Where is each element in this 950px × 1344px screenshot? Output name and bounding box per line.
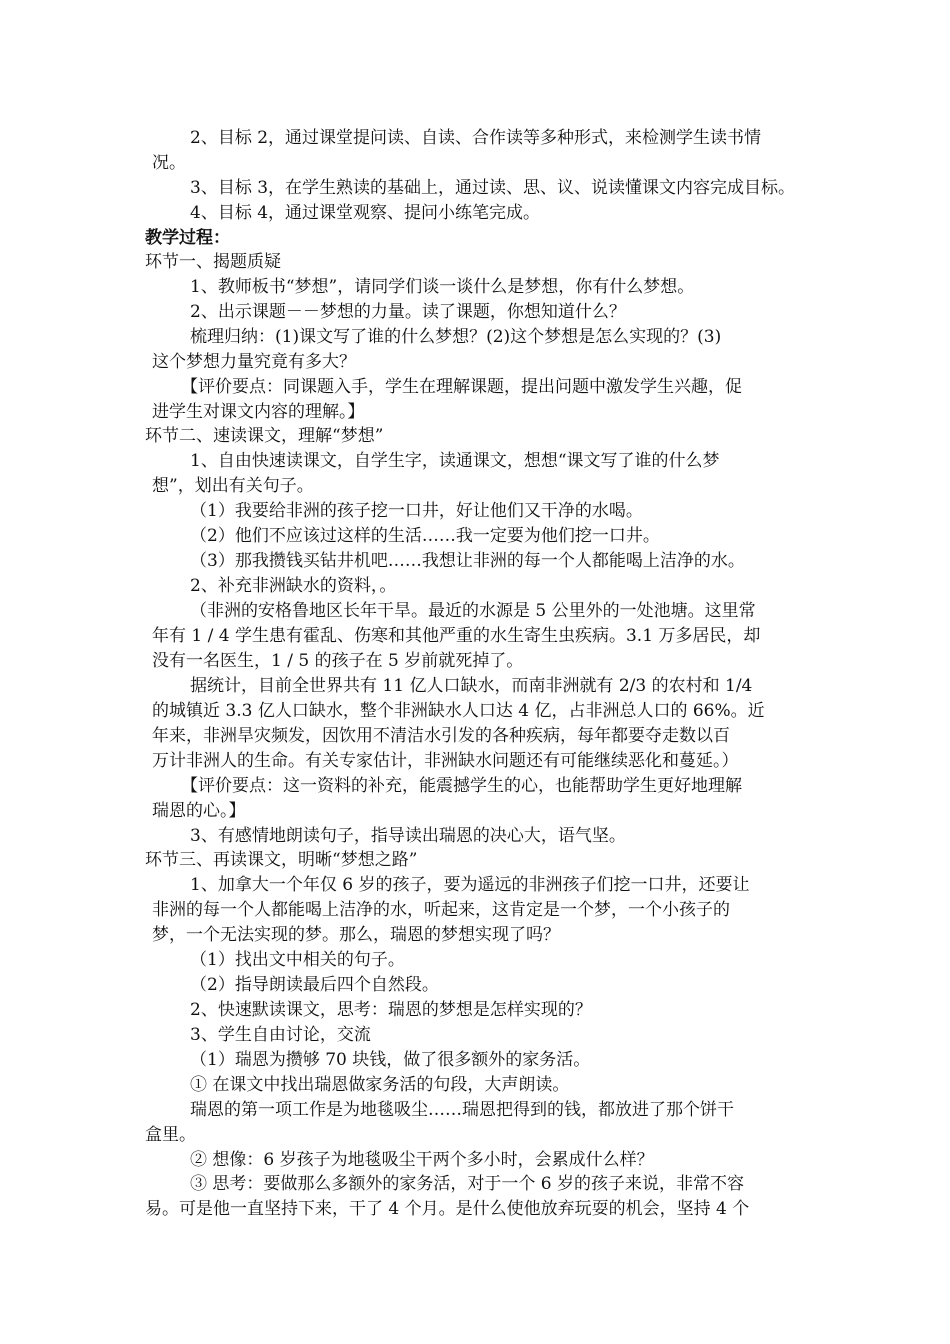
text-line: 1、自由快速读课文，自学生字，读通课文，想想“课文写了谁的什么梦 — [190, 451, 720, 471]
text-line: 瑞恩的心。】 — [152, 801, 246, 821]
text-line: （非洲的安格鲁地区长年干旱。最近的水源是 5 公里外的一处池塘。这里常 — [190, 601, 756, 621]
text-line: （2）他们不应该过这样的生活……我一定要为他们挖一口井。 — [190, 526, 660, 546]
text-line: ③ 思考：要做那么多额外的家务活，对于一个 6 岁的孩子来说，非常不容 — [190, 1174, 745, 1194]
text-line: 易。可是他一直坚持下来，干了 4 个月。是什么使他放弃玩耍的机会，坚持 4 个 — [145, 1199, 750, 1219]
text-line: 3、目标 3，在学生熟读的基础上，通过读、思、议、说读懂课文内容完成目标。 — [190, 178, 796, 198]
text-line: 盒里。 — [145, 1125, 196, 1145]
text-line: 1、加拿大一个年仅 6 岁的孩子，要为遥远的非洲孩子们挖一口井，还要让 — [190, 875, 750, 895]
text-line: 梦，一个无法实现的梦。那么，瑞恩的梦想实现了吗？ — [152, 925, 560, 945]
text-line: 进学生对课文内容的理解。】 — [152, 402, 365, 422]
text-line: （1）找出文中相关的句子。 — [190, 950, 405, 970]
text-line: 3、学生自由讨论，交流 — [190, 1025, 371, 1045]
text-line: 梳理归纳：(1)课文写了谁的什么梦想？(2)这个梦想是怎么实现的？(3) — [190, 327, 722, 347]
text-line: 据统计，目前全世界共有 11 亿人口缺水，而南非洲就有 2/3 的农村和 1/4 — [190, 676, 753, 696]
text-line: 的城镇近 3.3 亿人口缺水，整个非洲缺水人口达 4 亿，占非洲总人口的 66%。近 — [152, 701, 765, 721]
text-line: 2、出示课题－－梦想的力量。读了课题，你想知道什么？ — [190, 302, 626, 322]
text-line: （1）瑞恩为攒够 70 块钱，做了很多额外的家务活。 — [190, 1050, 591, 1070]
text-line: 3、有感情地朗读句子，指导读出瑞恩的决心大，语气坚。 — [190, 826, 626, 846]
text-line: 【评价要点：这一资料的补充，能震撼学生的心，也能帮助学生更好地理解 — [181, 776, 742, 796]
section-title: 环节二、速读课文，理解“梦想” — [145, 426, 384, 446]
text-line: ① 在课文中找出瑞恩做家务活的句段，大声朗读。 — [190, 1075, 570, 1095]
text-line: 【评价要点：同课题入手，学生在理解课题，提出问题中激发学生兴趣，促 — [181, 377, 742, 397]
text-line: 这个梦想力量究竟有多大？ — [152, 352, 356, 372]
section-title: 环节三、再读课文，明晰“梦想之路” — [145, 850, 418, 870]
text-line: 况。 — [152, 153, 186, 173]
text-line: （3）那我攒钱买钻井机吧……我想让非洲的每一个人都能喝上洁净的水。 — [190, 551, 745, 571]
section-title: 环节一、揭题质疑 — [145, 252, 281, 272]
text-line: 4、目标 4，通过课堂观察、提问小练笔完成。 — [190, 203, 541, 223]
text-line: 2、补充非洲缺水的资料，。 — [190, 576, 397, 596]
text-line: 瑞恩的第一项工作是为地毯吸尘……瑞恩把得到的钱，都放进了那个饼干 — [190, 1100, 734, 1120]
text-line: 想”，划出有关句子。 — [152, 476, 314, 496]
text-line: 2、目标 2，通过课堂提问读、自读、合作读等多种形式，来检测学生读书情 — [190, 128, 762, 148]
text-line: 年有 1 / 4 学生患有霍乱、伤寒和其他严重的水生寄生虫疾病。3.1 万多居民，却 — [152, 626, 761, 646]
text-line: 没有一名医生，1 / 5 的孩子在 5 岁前就死掉了。 — [152, 651, 524, 671]
text-line: 2、快速默读课文，思考：瑞恩的梦想是怎样实现的？ — [190, 1000, 592, 1020]
text-line: ② 想像：6 岁孩子为地毯吸尘干两个多小时，会累成什么样？ — [190, 1150, 654, 1170]
text-line: 年来，非洲旱灾频发，因饮用不清洁水引发的各种疾病，每年都要夺走数以百 — [152, 726, 730, 746]
text-line: （2）指导朗读最后四个自然段。 — [190, 975, 439, 995]
text-line: 万计非洲人的生命。有关专家估计，非洲缺水问题还有可能继续恶化和蔓延。） — [152, 751, 739, 771]
text-line: （1）我要给非洲的孩子挖一口井，好让他们又干净的水喝。 — [190, 501, 643, 521]
section-heading: 教学过程： — [145, 228, 230, 248]
text-line: 非洲的每一个人都能喝上洁净的水，听起来，这肯定是一个梦，一个小孩子的 — [152, 900, 730, 920]
text-line: 1、教师板书“梦想”，请同学们谈一谈什么是梦想，你有什么梦想。 — [190, 277, 695, 297]
